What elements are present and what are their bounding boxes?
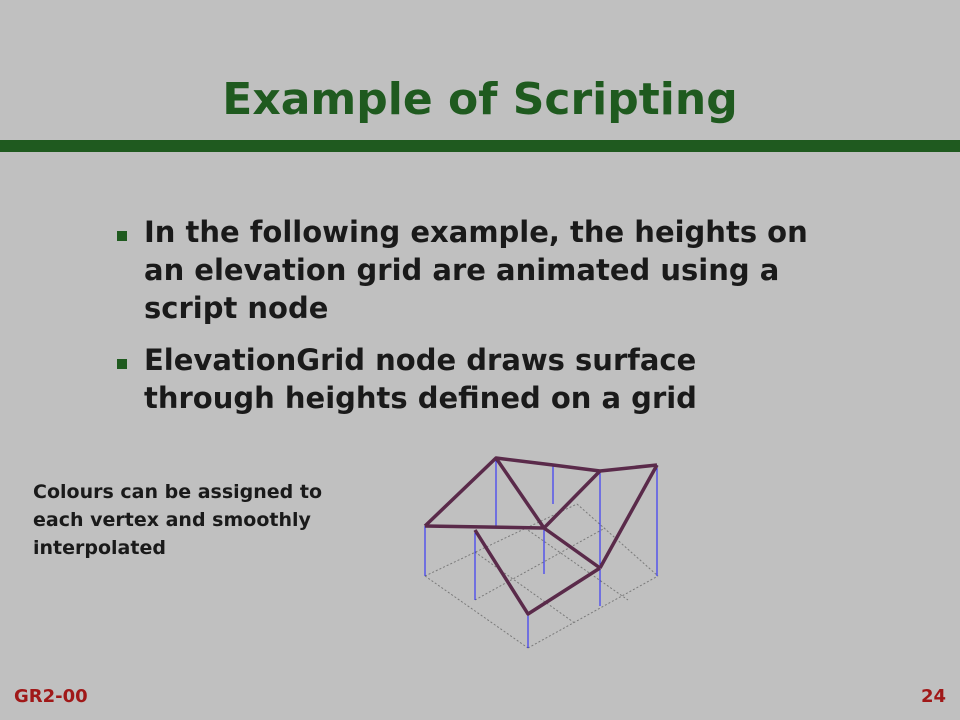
bullet-item: [112, 213, 832, 327]
footer-course-code: GR2-00: [14, 686, 88, 707]
surface-mesh: [425, 458, 657, 614]
bullet-text: In the following example, the heights on an elevation grid are animated using a script node: [144, 215, 808, 325]
grid-line: [425, 504, 577, 576]
surface-edge: [425, 458, 657, 526]
bullet-item: [112, 341, 832, 417]
grid-line: [577, 504, 658, 576]
footer-page-number: 24: [920, 686, 946, 707]
caption-text: Colours can be assigned to each vertex and smoothly interpolated: [33, 481, 323, 559]
slide-title: Example of Scripting: [222, 74, 738, 125]
surface-edge: [496, 458, 544, 528]
height-lines: [425, 458, 657, 648]
surface-edge: [600, 465, 657, 568]
title-rule: [0, 140, 960, 152]
bullet-text: ElevationGrid node draws surface through heights defined on a grid: [144, 343, 697, 415]
grid-line: [528, 576, 658, 648]
surface-edge: [544, 528, 600, 568]
elevation-grid-diagram: [400, 440, 680, 660]
bullet-list: [112, 213, 832, 431]
bullet-square-icon: [117, 359, 127, 369]
surface-edge: [475, 530, 600, 614]
grid-line: [525, 528, 628, 600]
bullet-square-icon: [117, 231, 127, 241]
